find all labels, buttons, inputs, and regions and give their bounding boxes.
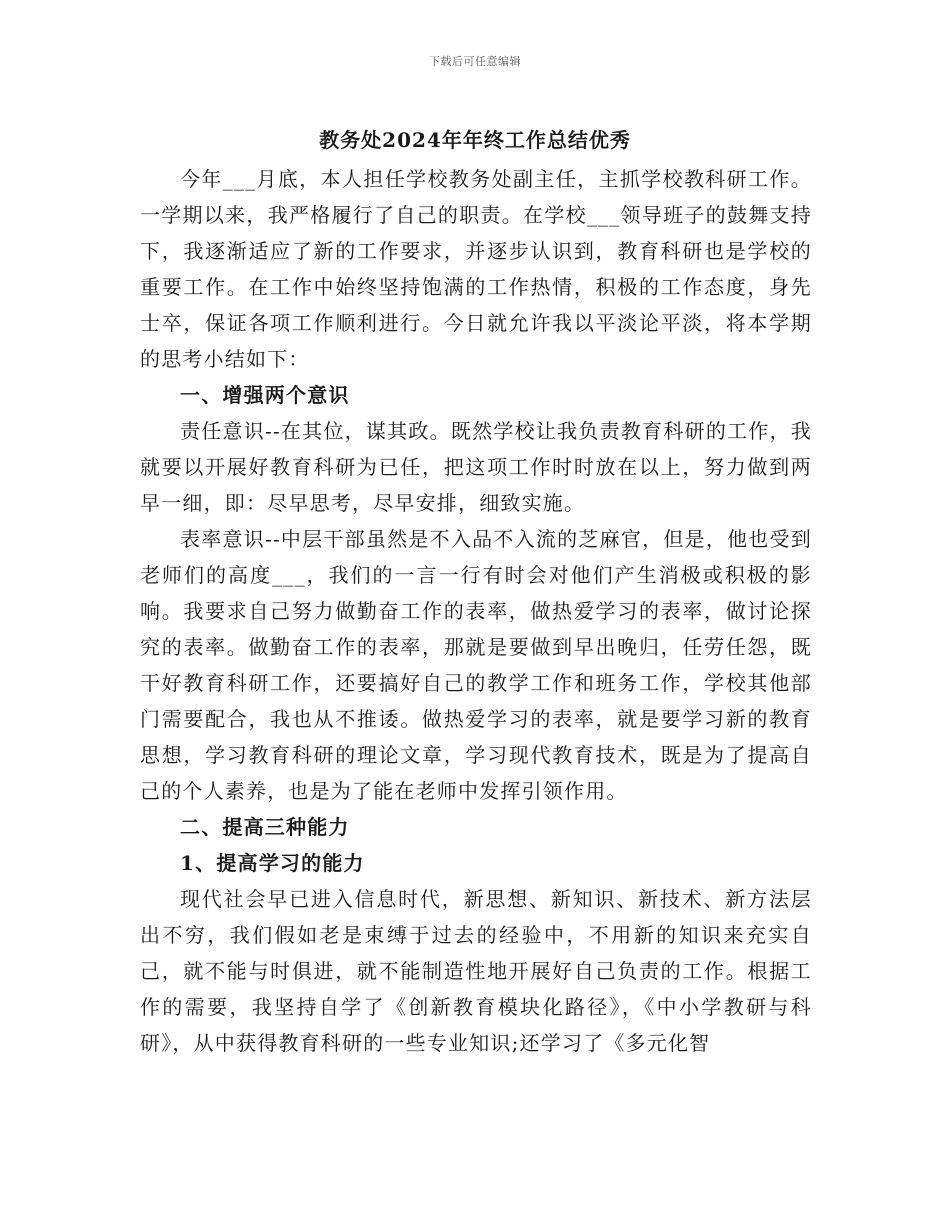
page-header-note: 下载后可任意编辑	[429, 55, 521, 68]
subsection-heading-1: 1、提高学习的能力	[180, 851, 365, 875]
document-title: 教务处2024年年终工作总结优秀	[319, 128, 631, 152]
section-heading-1: 一、增强两个意识	[180, 383, 350, 407]
section-heading-2: 二、提高三种能力	[180, 815, 350, 839]
document-body	[140, 161, 812, 1061]
paragraph-exemplary: 表率意识--中层干部虽然是不入品不入流的芝麻官，但是，他也受到老师们的高度___，我们的一言一行有时会对他们产生消极或积极的影响。我要求自己努力做勤奋工作的表率，做热爱学习的表率，做讨论探究的表率。做勤奋工作的表率，那就是要做到早出晚归，任劳任怨，既干好教育科研工作，还要搞好自己的教学工作和班务工作，学校其他部门需要配合，我也从不推诿。做热爱学习的表率，就是要学习新的教育思想，学习教育科研的理论文章，学习现代教育技术，既是为了提高自己的个人素养，也是为了能在老师中发挥引领作用。	[140, 527, 812, 803]
intro-paragraph: 今年___月底，本人担任学校教务处副主任，主抓学校教科研工作。一学期以来，我严格履行了自己的职责。在学校___领导班子的鼓舞支持下，我逐渐适应了新的工作要求，并逐步认识到，教育科研也是学校的重要工作。在工作中始终坚持饱满的工作热情，积极的工作态度，身先士卒，保证各项工作顺利进行。今日就允许我以平淡论平淡，将本学期的思考小结如下：	[140, 167, 812, 371]
paragraph-learning: 现代社会早已进入信息时代，新思想、新知识、新技术、新方法层出不穷，我们假如老是束缚于过去的经验中，不用新的知识来充实自己，就不能与时俱进，就不能制造性地开展好自己负责的工作。根据工作的需要，我坚持自学了《创新教育模块化路径》，《中小学教研与科研》，从中获得教育科研的一些专业知识;还学习了《多元化智	[140, 887, 812, 1055]
paragraph-responsibility: 责任意识--在其位，谋其政。既然学校让我负责教育科研的工作，我就要以开展好教育科研为已任，把这项工作时时放在以上，努力做到两早一细，即：尽早思考，尽早安排，细致实施。	[140, 419, 812, 515]
